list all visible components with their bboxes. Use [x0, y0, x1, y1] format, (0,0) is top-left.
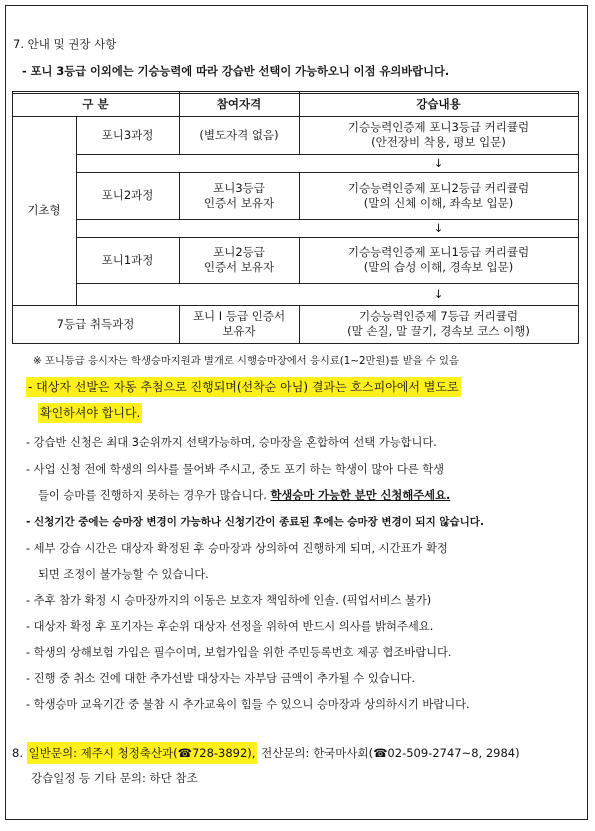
table-header-content: 강습내용: [416, 97, 461, 111]
section7-heading: 7. 안내 및 권장 사항: [13, 37, 117, 51]
highlight-notice-text: - 대상자 선발은 자동 추첨으로 진행되며(선착순 아님) 결과는 호스피아에서 별도로: [26, 377, 461, 397]
table-cell-course: 포니1과정: [101, 252, 154, 267]
content-line: 기승능력인증제 포니2등급 커리큘럼: [347, 180, 530, 195]
qualification-line: 인증서 보유자: [203, 260, 275, 274]
table-group-label: 기초형: [27, 203, 61, 217]
arrow-down-icon: ↓: [433, 286, 444, 301]
content-line: (말의 습성 이해, 경속보 입문): [363, 260, 514, 274]
table-cell-content: [299, 237, 578, 283]
table-cell-course: 포니2과정: [101, 188, 154, 202]
note-text: 들이 승마를 진행하지 못하는 경우가 많습니다.: [38, 489, 267, 502]
section8-number: 8.: [12, 746, 23, 760]
content-line: (안전장비 착용, 평보 입문): [371, 135, 506, 149]
qualification-line: (별도자격 없음): [199, 127, 279, 142]
qualification-line: 포니 I 등급 인증서: [192, 309, 286, 323]
highlight-notice-line1: [26, 380, 461, 395]
note-item: - 진행 중 취소 건에 대한 추가선발 대상자는 자부담 금액이 추가될 수 있습니다.: [26, 672, 416, 685]
content-line: 기승능력인증제 포니3등급 커리큘럼: [347, 120, 530, 134]
table-header-qualification: 참여자격: [216, 97, 262, 111]
table-cell-content: [299, 116, 578, 154]
table-header-category: 구 분: [82, 97, 109, 111]
table-cell-qualification: [179, 116, 299, 154]
note-item: - 신청기간 중에는 승마장 변경이 가능하나 신청기간이 종료된 후에는 승마장 변경이 되지 않습니다.: [26, 516, 484, 528]
content-line: (말 손질, 말 끌기, 경속보 코스 이행): [347, 324, 530, 338]
arrow-down-icon: ↓: [433, 155, 444, 170]
content-line: 기승능력인증제 포니1등급 커리큘럼: [347, 245, 530, 259]
table-cell-qualification: [179, 172, 299, 219]
note-emphasis: 학생승마 가능한 분만 신청해주세요.: [270, 489, 451, 502]
note-item: - 사업 신청 전에 학생의 의사를 물어봐 주시고, 중도 포기 하는 학생이 많아 다른 학생: [26, 463, 445, 476]
table-cell-qualification: [179, 305, 299, 343]
table-cell-course: 7등급 취득과정: [56, 316, 135, 331]
section8-line1: [12, 746, 520, 761]
qualification-line: 인증서 보유자: [203, 195, 275, 210]
arrow-down-icon: ↓: [433, 220, 444, 235]
note-item: - 세부 강습 시간은 대상자 확정된 후 승마장과 상의하여 진행하게 되며, 시간표가 확정: [26, 542, 448, 555]
table-cell-course: 포니3과정: [101, 127, 154, 142]
note-item: - 학생의 상해보험 가입은 필수이며, 보험가입을 위한 주민등록번호 제공 협조바랍니다.: [26, 646, 452, 659]
note-item: - 강습반 신청은 최대 3순위까지 선택가능하며, 승마장을 혼합하여 선택 가능합니다.: [26, 436, 437, 449]
note-item: [38, 488, 450, 503]
qualification-line: 포니3등급: [213, 180, 265, 195]
note-item: 되면 조정이 불가능할 수 있습니다.: [38, 568, 209, 581]
note-item: - 학생승마 교육기간 중 불참 시 추가교육이 힘들 수 있으니 승마장과 상의하시기 바랍니다.: [26, 698, 470, 711]
qualification-line: 보유자: [222, 324, 256, 338]
table-cell-qualification: [179, 237, 299, 283]
qualification-line: 포니2등급: [213, 245, 265, 259]
table-cell-content: [299, 305, 578, 343]
section7-subheading: - 포니 3등급 이외에는 기승능력에 따라 강습반 선택이 가능하오니 이점 유의바랍니다.: [22, 65, 450, 78]
highlight-notice-line2: [38, 406, 142, 421]
general-inquiry: 일반문의: 제주시 청정축산과(☎728-3892),: [27, 742, 258, 764]
content-line: (말의 신체 이해, 좌속보 입문): [363, 195, 514, 210]
note-item: - 대상자 확정 후 포기자는 후순위 대상자 선정을 위하여 반드시 의사를 밝혀주세요.: [26, 620, 434, 633]
star-note: ※ 포니등급 응시자는 학생승마지원과 별개로 시행승마장에서 응시료(1~2만원)를 받을 수 있음: [33, 355, 459, 367]
highlight-notice-text: 확인하셔야 합니다.: [38, 403, 142, 423]
content-line: 기승능력인증제 7등급 커리큘럼: [358, 309, 519, 323]
jeonsan-inquiry: 전산문의: 한국마사회(☎02-509-2747~8, 2984): [261, 746, 520, 760]
note-item: - 추후 참가 확정 시 승마장까지의 이동은 보호자 책임하에 인솔. (픽업서비스 불가): [26, 594, 432, 607]
table-cell-content: [299, 172, 578, 219]
other-inquiry: 강습일정 등 기타 문의: 하단 참조: [31, 771, 198, 785]
